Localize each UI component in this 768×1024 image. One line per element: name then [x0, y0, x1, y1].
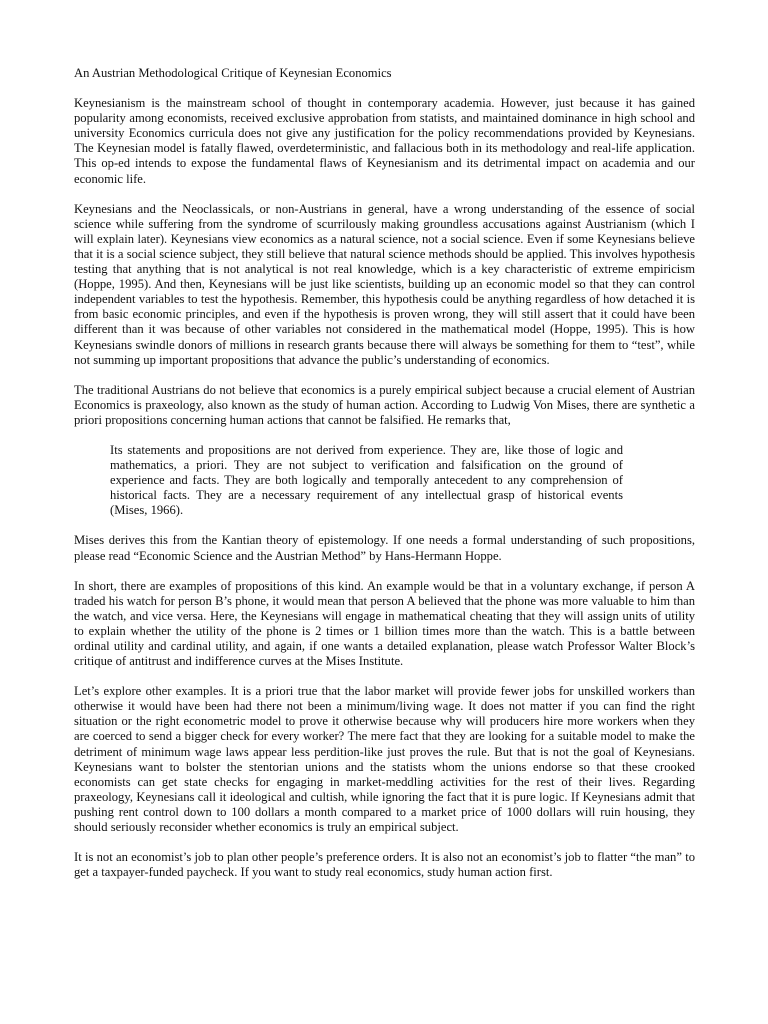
paragraph-intro: Keynesianism is the mainstream school of thought in contemporary academia. However, just because it has gained popularity among economists, received exclusive approbation from statists, and maintained dominance in high school and university Economics curricula does not give any justification for the policy recommendations provided by Keynesians. The Keynesian model is fatally flawed, overdeterministic, and fallacious both in its methodology and real-life application. This op-ed intends to expose the fundamental flaws of Keynesianism and its detrimental impact on academia and our economic life. — [74, 96, 695, 186]
paragraph-conclusion: It is not an economist’s job to plan other people’s preference orders. It is also not an economist’s job to flatter “the man” to get a taxpayer-funded paycheck. If you want to study real economics, study human action first. — [74, 850, 695, 880]
paragraph-voluntary-exchange: In short, there are examples of propositions of this kind. An example would be that in a voluntary exchange, if person A traded his watch for person B’s phone, it would mean that person A believed that the phone was more valuable to him than the watch, and vice versa. Here, the Keynesians will engage in mathematical cheating that they will assign units of utility to explain whether the utility of the phone is 2 times or 1 billion times more than the watch. This is a battle between ordinal utility and cardinal utility, and again, if one wants a detailed explanation, please watch Professor Walter Block’s critique of antitrust and indifference curves at the Mises Institute. — [74, 578, 695, 669]
paragraph-minimum-wage: Let’s explore other examples. It is a priori true that the labor market will provide fewer jobs for unskilled workers than otherwise it would have been had there not been a minimum/living wage. It does not matter if you can find the right situation or the right econometric model to prove it otherwise because why will producers hire more workers when they are coerced to send a bigger check for every worker? The mere fact that they are looking for a suitable model to make the detriment of minimum wage laws appear less perdition-like just proves the rule. But that is not the goal of Keynesians. Keynesians want to bolster the stentorian unions and the statists whom the unions endorse so that these crooked economists can get state checks for engaging in market-meddling activities for the rest of their lives. Regarding praxeology, Keynesians call it ideological and cultish, while ignoring the fact that it is pure logic. If Keynesians admit that pushing rent control down to 100 dollars a month compared to a market price of 1000 dollars will ruin housing, they should seriously reconsider whether economics is truly an empirical subject. — [74, 684, 695, 835]
document-page — [74, 66, 695, 895]
document-title: An Austrian Methodological Critique of Keynesian Economics — [74, 66, 392, 80]
paragraph-austrian-praxeology: The traditional Austrians do not believe that economics is a purely empirical subject because a crucial element of Austrian Economics is praxeology, also known as the study of human action. According to Ludwig Von Mises, there are synthetic a priori propositions concerning human actions that cannot be falsified. He remarks that, — [74, 382, 695, 427]
paragraph-kantian-theory: Mises derives this from the Kantian theory of epistemology. If one needs a formal understanding of such propositions, please read “Economic Science and the Austrian Method” by Hans-Hermann Hoppe. — [74, 533, 695, 563]
paragraph-keynesian-method: Keynesians and the Neoclassicals, or non-Austrians in general, have a wrong understanding of the essence of social science while suffering from the syndrome of scurrilously making groundless accusations against Austrianism (which I will explain later). Keynesians view economics as a natural science, not a social science. Even if some Keynesians believe that it is a social science subject, they still believe that natural science methods should be applied. This involves hypothesis testing that anything that is not analytical is not real knowledge, which is a key characteristic of extreme empiricism (Hoppe, 1995). And then, Keynesians will be just like scientists, building up an economic model so that they can control independent variables to test the hypothesis. Remember, this hypothesis could be anything regardless of how detached it is from basic economic principles, and even if the hypothesis is proven wrong, they will still assert that it could have been different than it was because of other variables not considered in the mathematical model (Hoppe, 1995). This is how Keynesians swindle donors of millions in research grants because there will always be something for them to “test”, while not summing up important propositions that advance the public’s understanding of economics. — [74, 201, 695, 367]
mises-block-quote: Its statements and propositions are not derived from experience. They are, like those of logic and mathematics, a priori. They are not subject to verification and falsification on the ground of experience and facts. They are both logically and temporally antecedent to any comprehension of historical facts. They are a necessary requirement of any intellectual grasp of historical events (Mises, 1966). — [110, 442, 623, 518]
